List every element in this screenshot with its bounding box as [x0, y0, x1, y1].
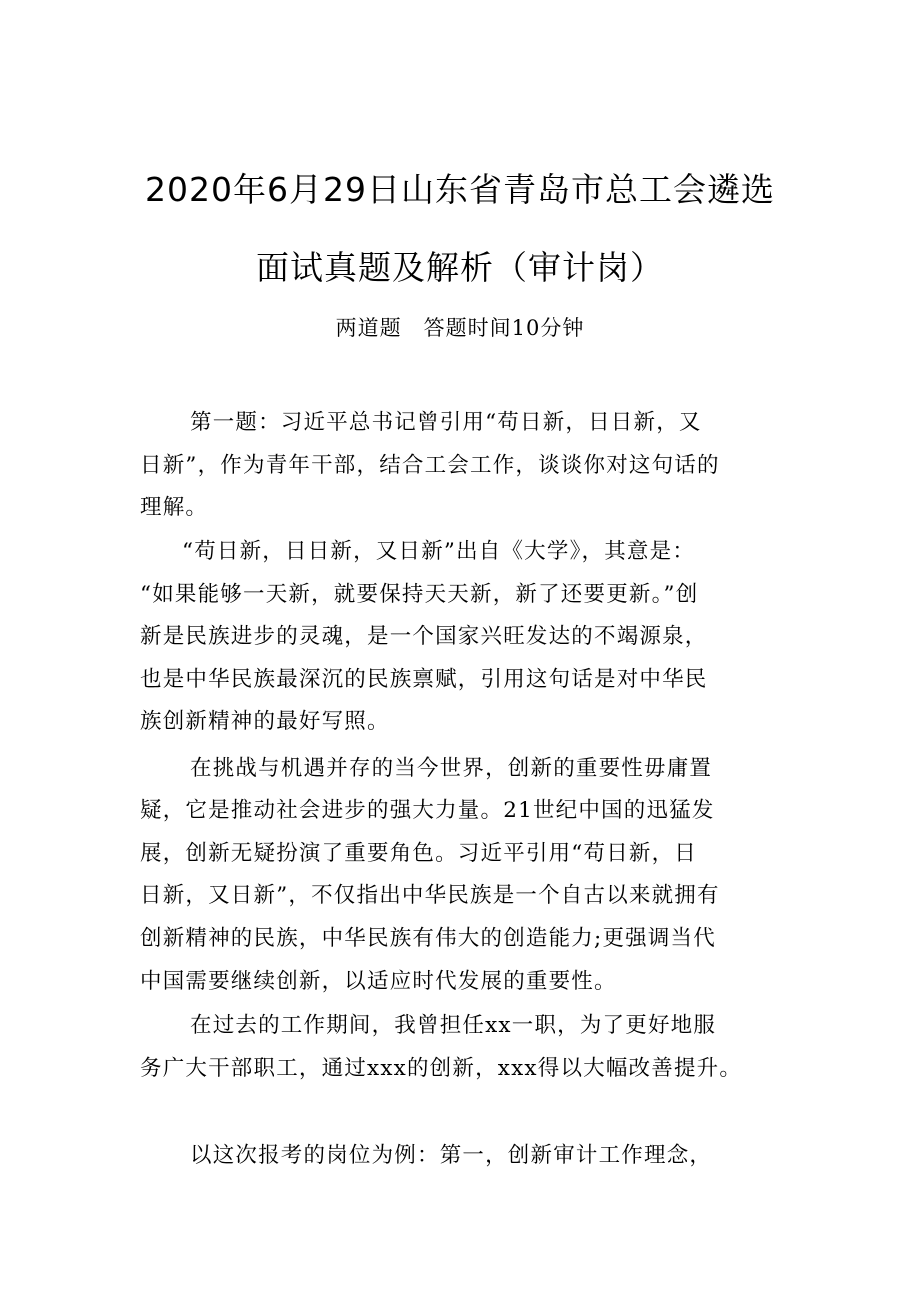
body-line: 在挑战与机遇并存的当今世界，创新的重要性毋庸置 [190, 756, 713, 781]
body-line: 务广大干部职工，通过xxx的创新，xxx得以大幅改善提升。 [140, 1056, 743, 1081]
body-line: 新是民族进步的灵魂，是一个国家兴旺发达的不竭源泉， [140, 624, 708, 649]
body-line: 日新，又日新”，不仅指出中华民族是一个自古以来就拥有 [140, 883, 720, 908]
body-line: 以这次报考的岗位为例：第一，创新审计工作理念， [190, 1143, 713, 1168]
body-line: 第一题：习近平总书记曾引用“苟日新，日日新，又 [190, 410, 702, 435]
body-line: “苟日新，日日新，又日新”出自《大学》，其意是： [182, 539, 696, 564]
body-line: 疑，它是推动社会进步的强大力量。21世纪中国的迅猛发 [140, 798, 715, 823]
body-line: 展，创新无疑扮演了重要角色。习近平引用“苟日新，日 [140, 841, 697, 866]
document-subtitle: 两道题 答题时间10分钟 [335, 316, 585, 340]
body-line: 族创新精神的最好写照。 [140, 709, 390, 734]
body-line: 也是中华民族最深沉的民族禀赋，引用这句话是对中华民 [140, 667, 708, 692]
body-line: 中国需要继续创新，以适应时代发展的重要性。 [140, 969, 617, 994]
body-line: 创新精神的民族，中华民族有伟大的创造能力;更强调当代 [140, 926, 716, 951]
body-line: 在过去的工作期间，我曾担任xx一职，为了更好地服 [190, 1013, 717, 1038]
body-line: 日新”，作为青年干部，结合工会工作，谈谈你对这句话的 [140, 453, 720, 478]
document-title-line-2: 面试真题及解析（审计岗） [256, 248, 664, 287]
document-title-line-1: 2020年6月29日山东省青岛市总工会遴选 [145, 170, 775, 209]
body-line: “如果能够一天新，就要保持天天新，新了还要更新。”创 [140, 582, 699, 607]
body-line: 理解。 [140, 495, 209, 520]
